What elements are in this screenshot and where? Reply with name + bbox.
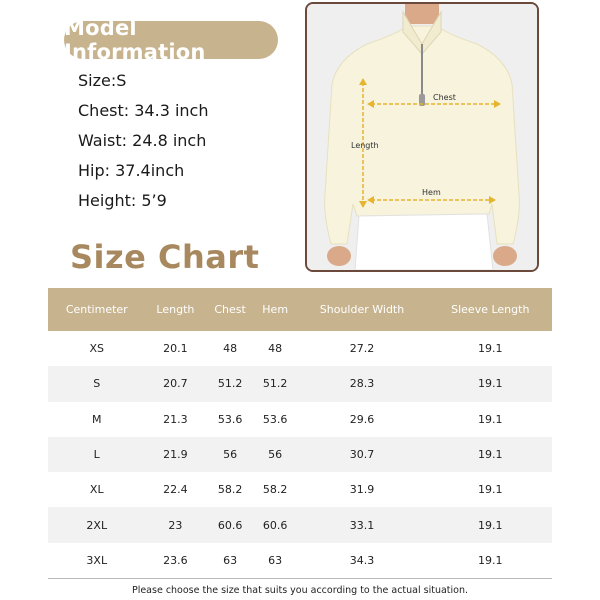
cell-length: 23 — [146, 507, 206, 542]
cell-shoulder-width: 30.7 — [295, 437, 428, 472]
cell-sleeve-length: 19.1 — [478, 412, 503, 426]
cell-hem: 53.6 — [262, 412, 288, 426]
cell-shoulder-width: 34.3 — [349, 553, 375, 567]
cell-chest: 58.2 — [217, 483, 243, 497]
table-row — [48, 366, 552, 401]
spec-height: Height: 5’9 — [78, 191, 167, 210]
table-row — [48, 472, 552, 507]
header-sleeve-length: Sleeve Length — [429, 288, 552, 331]
cell-length: 20.1 — [163, 342, 188, 356]
cell-hem: 63 — [268, 553, 283, 567]
header-length: Length — [146, 288, 206, 331]
length-measure-label: Length — [351, 141, 379, 150]
cell-hem: 60.6 — [255, 507, 296, 542]
cell-size: S — [48, 366, 146, 401]
spec-size: Size:S — [78, 71, 127, 90]
cell-shoulder-width: 28.3 — [295, 366, 428, 401]
chest-measure-label: Chest — [433, 93, 456, 102]
cell-size: XS — [89, 342, 105, 356]
footer-note: Please choose the size that suits you according to the actual situation. — [131, 585, 469, 596]
product-photo — [305, 2, 539, 272]
cell-chest: 63 — [223, 553, 238, 567]
cell-shoulder-width: 33.1 — [295, 507, 428, 542]
cell-size: XL — [89, 483, 104, 497]
cell-chest: 48 — [223, 342, 238, 356]
cell-size: 2XL — [48, 507, 146, 542]
header-centimeter: Centimeter — [48, 288, 146, 331]
header-hem: Hem — [255, 288, 296, 331]
hem-measure-label: Hem — [422, 188, 441, 197]
cell-sleeve-length: 19.1 — [478, 483, 503, 497]
cell-length: 21.3 — [163, 412, 188, 426]
cell-size: L — [48, 437, 146, 472]
cell-sleeve-length: 19.1 — [478, 342, 503, 356]
cell-length: 20.7 — [146, 366, 206, 401]
cell-hem: 58.2 — [262, 483, 288, 497]
cell-chest: 51.2 — [205, 366, 255, 401]
spec-chest: Chest: 34.3 inch — [78, 101, 209, 120]
size-chart-header-row — [48, 288, 552, 331]
cell-shoulder-width: 29.6 — [349, 412, 375, 426]
cell-sleeve-length: 19.1 — [429, 507, 552, 542]
cell-length: 21.9 — [146, 437, 206, 472]
cell-length: 23.6 — [163, 553, 188, 567]
size-chart-title: Size Chart — [70, 238, 260, 276]
cell-hem: 51.2 — [255, 366, 296, 401]
cell-size: 3XL — [86, 553, 108, 567]
table-row — [48, 402, 552, 437]
model-specs-list — [78, 66, 208, 216]
cell-sleeve-length: 19.1 — [429, 437, 552, 472]
header-chest: Chest — [205, 288, 255, 331]
table-row — [48, 437, 552, 472]
cell-chest: 60.6 — [205, 507, 255, 542]
spec-waist: Waist: 24.8 inch — [78, 131, 207, 150]
table-row — [48, 543, 552, 578]
spec-hip: Hip: 37.4inch — [78, 161, 185, 180]
cell-hem: 48 — [268, 342, 283, 356]
cell-chest: 53.6 — [217, 412, 243, 426]
cell-length: 22.4 — [163, 483, 188, 497]
table-row — [48, 507, 552, 542]
header-shoulder-width: Shoulder Width — [295, 288, 428, 331]
table-bottom-divider — [48, 578, 552, 579]
cell-shoulder-width: 31.9 — [349, 483, 375, 497]
garment-illustration — [307, 4, 537, 270]
cell-sleeve-length: 19.1 — [478, 553, 503, 567]
cell-sleeve-length: 19.1 — [429, 366, 552, 401]
table-row — [48, 331, 552, 366]
cell-chest: 56 — [205, 437, 255, 472]
model-information-badge: Model Information — [64, 21, 278, 59]
cell-shoulder-width: 27.2 — [349, 342, 375, 356]
cell-size: M — [92, 412, 102, 426]
size-chart-table — [48, 288, 552, 578]
cell-hem: 56 — [255, 437, 296, 472]
